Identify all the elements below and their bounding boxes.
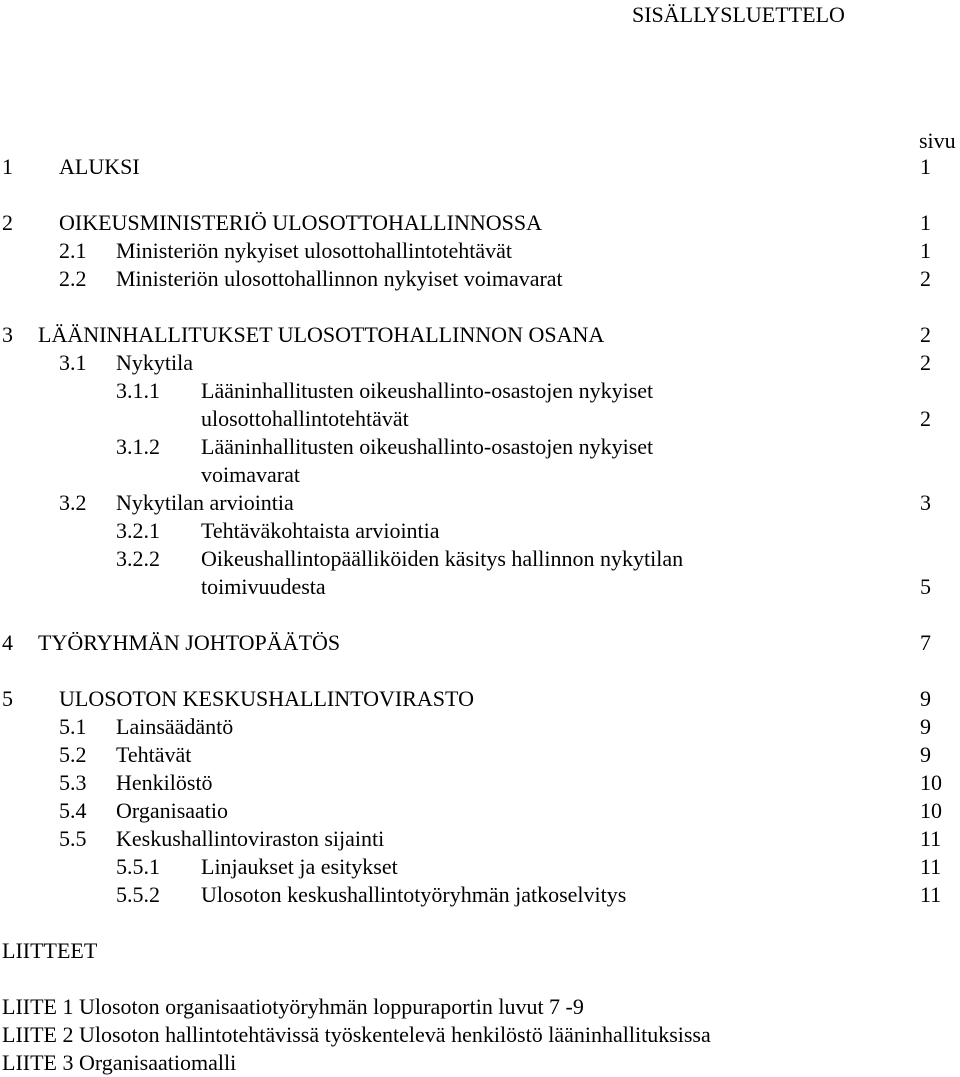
toc-2-2-number: 2.2: [59, 266, 87, 291]
toc-2-2-page: 2: [920, 266, 931, 291]
toc-1-page: 1: [920, 154, 931, 179]
toc-5-3-page: 10: [920, 770, 942, 795]
toc-2-title: OIKEUSMINISTERIÖ ULOSOTTOHALLINNOSSA: [59, 210, 542, 235]
toc-2-number: 2: [2, 210, 13, 235]
toc-3-1-1-number: 3.1.1: [116, 378, 160, 403]
toc-5-5-1-page: 11: [920, 854, 942, 879]
toc-3-2-2-title-line2: toimivuudesta: [201, 574, 326, 599]
toc-5-1-number: 5.1: [59, 714, 87, 739]
toc-3-2-2-page: 5: [920, 574, 931, 599]
toc-5-2-number: 5.2: [59, 742, 87, 767]
toc-3-2-1-number: 3.2.1: [116, 518, 160, 543]
page-column-header: sivu: [919, 128, 956, 153]
toc-5-page: 9: [920, 686, 931, 711]
toc-2-1-number: 2.1: [59, 238, 87, 263]
toc-5-title: ULOSOTON KESKUSHALLINTOVIRASTO: [59, 686, 474, 711]
toc-2-1-page: 1: [920, 238, 931, 263]
toc-5-5-title: Keskushallintoviraston sijainti: [116, 826, 385, 851]
toc-3-1-2-title-line2: voimavarat: [201, 462, 300, 487]
toc-4-page: 7: [920, 630, 931, 655]
toc-3-1-1-page: 2: [920, 406, 931, 431]
toc-4-number: 4: [2, 630, 13, 655]
toc-1-number: 1: [2, 154, 13, 179]
toc-5-5-2-number: 5.5.2: [116, 882, 160, 907]
toc-5-4-title: Organisaatio: [116, 798, 229, 823]
toc-3-1-2-title-line1: Lääninhallitusten oikeushallinto-osastojen nykyiset: [201, 434, 654, 459]
toc-5-5-number: 5.5: [59, 826, 87, 851]
toc-5-4-page: 10: [920, 798, 942, 823]
toc-5-2-title: Tehtävät: [116, 742, 192, 767]
toc-3-2-number: 3.2: [59, 490, 87, 515]
appendix-item: LIITE 1 Ulosoton organisaatiotyöryhmän loppuraportin luvut 7 -9: [2, 994, 584, 1019]
toc-3-2-page: 3: [920, 490, 931, 515]
toc-5-1-page: 9: [920, 714, 931, 739]
appendices-heading: LIITTEET: [2, 938, 98, 963]
toc-5-number: 5: [2, 686, 13, 711]
toc-4-title: TYÖRYHMÄN JOHTOPÄÄTÖS: [38, 630, 341, 655]
toc-2-1-title: Ministeriön nykyiset ulosottohallintotehtävät: [116, 238, 512, 263]
toc-3-1-page: 2: [920, 350, 931, 375]
toc-5-3-title: Henkilöstö: [116, 770, 213, 795]
toc-5-1-title: Lainsäädäntö: [116, 714, 234, 739]
toc-3-1-1-title-line2: ulosottohallintotehtävät: [201, 406, 409, 431]
toc-5-5-page: 11: [920, 826, 942, 851]
toc-5-4-number: 5.4: [59, 798, 87, 823]
toc-5-3-number: 5.3: [59, 770, 87, 795]
page-title: SISÄLLYSLUETTELO: [632, 2, 845, 27]
appendix-item: LIITE 2 Ulosoton hallintotehtävissä työskentelevä henkilöstö lääninhallituksissa: [2, 1022, 711, 1047]
toc-1-title: ALUKSI: [59, 154, 140, 179]
toc-3-2-1-title: Tehtäväkohtaista arviointia: [201, 518, 440, 543]
toc-5-5-2-title: Ulosoton keskushallintotyöryhmän jatkoselvitys: [201, 882, 627, 907]
appendix-item: LIITE 3 Organisaatiomalli: [2, 1050, 237, 1075]
toc-3-1-title: Nykytila: [116, 350, 193, 375]
toc-5-5-1-title: Linjaukset ja esitykset: [201, 854, 398, 879]
toc-2-2-title: Ministeriön ulosottohallinnon nykyiset voimavarat: [116, 266, 563, 291]
toc-3-number: 3: [2, 322, 13, 347]
toc-5-5-1-number: 5.5.1: [116, 854, 160, 879]
toc-3-1-number: 3.1: [59, 350, 87, 375]
toc-3-2-title: Nykytilan arviointia: [116, 490, 294, 515]
toc-3-1-1-title-line1: Lääninhallitusten oikeushallinto-osastojen nykyiset: [201, 378, 654, 403]
toc-5-5-2-page: 11: [920, 882, 942, 907]
toc-3-2-2-title-line1: Oikeushallintopäälliköiden käsitys hallinnon nykytilan: [201, 546, 684, 571]
toc-3-page: 2: [920, 322, 931, 347]
toc-3-title: LÄÄNINHALLITUKSET ULOSOTTOHALLINNON OSANA: [38, 322, 605, 347]
toc-3-2-2-number: 3.2.2: [116, 546, 160, 571]
toc-2-page: 1: [920, 210, 931, 235]
toc-3-1-2-number: 3.1.2: [116, 434, 160, 459]
toc-5-2-page: 9: [920, 742, 931, 767]
